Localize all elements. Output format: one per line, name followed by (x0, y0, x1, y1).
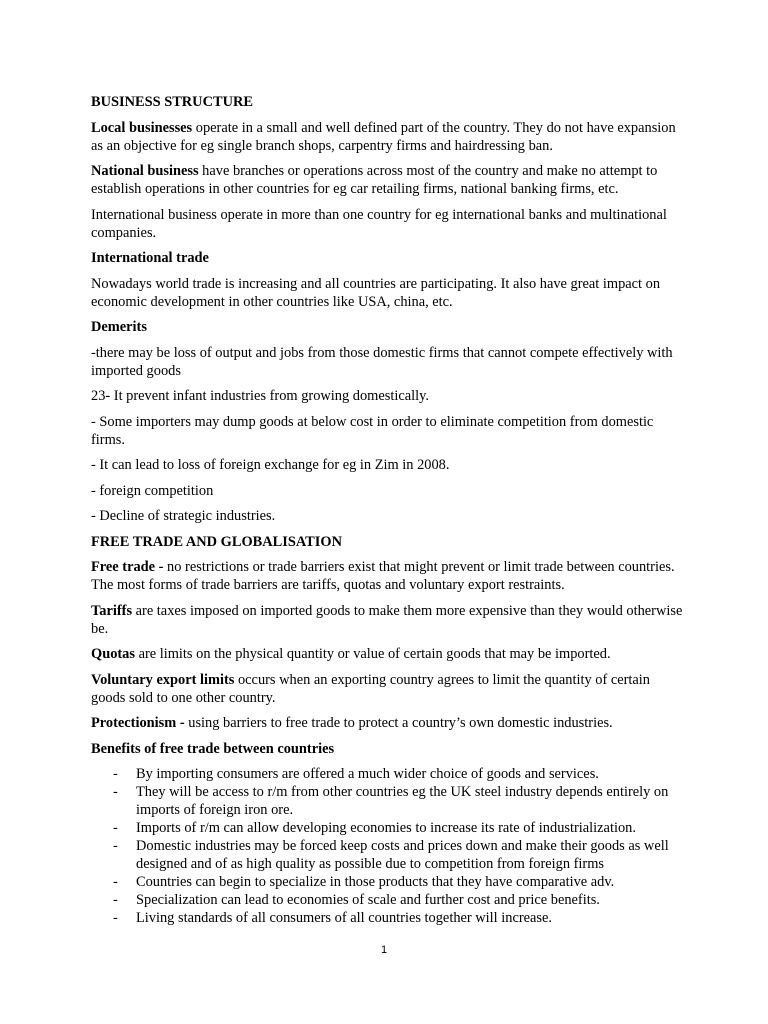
demerit-item: - foreign competition (91, 482, 214, 499)
bullet-dash: - (113, 910, 118, 926)
term-national-business: National business (91, 163, 199, 179)
bullet-dash: - (113, 820, 118, 836)
paragraph-international-business: International business operate in more than one country for eg international banks and multinational companies. (91, 206, 667, 241)
text-tariffs: are taxes imposed on imported goods to make them more expensive than they would otherwise be. (91, 602, 683, 637)
bullet-dash: - (113, 874, 118, 890)
benefit-text: Specialization can lead to economies of scale and further cost and price benefits. (136, 892, 600, 908)
page-number: 1 (380, 944, 388, 956)
text-voluntary-export-limits: occurs when an exporting country agrees to limit the quantity of certain goods sold to one other country. (91, 671, 650, 706)
paragraph-local-businesses (91, 119, 686, 155)
heading-benefits-free-trade: Benefits of free trade between countries (91, 740, 335, 757)
benefit-text: By importing consumers are offered a much wider choice of goods and services. (136, 766, 599, 782)
text-local-businesses: operate in a small and well defined part of the country. They do not have expansion as an objective for eg single branch shops, carpentry firms and hairdressing ban. (91, 119, 676, 154)
benefit-item (91, 873, 686, 891)
paragraph-free-trade (91, 558, 686, 594)
paragraph-trade-intro: Nowadays world trade is increasing and all countries are participating. It also have great impact on economic development in other countries like USA, china, etc. (91, 275, 661, 310)
demerit-item: - Decline of strategic industries. (91, 508, 276, 524)
term-tariffs: Tariffs (91, 602, 133, 619)
heading-free-trade-globalisation: FREE TRADE AND GLOBALISATION (91, 533, 342, 550)
demerit-item: - It can lead to loss of foreign exchange for eg in Zim in 2008. (91, 457, 450, 473)
term-free-trade: Free trade - (91, 559, 164, 575)
heading-demerits: Demerits (91, 319, 147, 335)
bullet-dash: - (113, 784, 118, 800)
benefit-item (91, 783, 686, 819)
benefit-item (91, 909, 686, 927)
benefit-text: Domestic industries may be forced keep costs and prices down and make their goods as well designed and of as high quality as possible due to competition from foreign firms (136, 838, 669, 872)
benefit-item (91, 891, 686, 909)
term-protectionism: Protectionism - (91, 715, 185, 731)
bullet-dash: - (113, 892, 118, 908)
paragraph-voluntary-export-limits (91, 671, 686, 707)
paragraph-national-business (91, 162, 686, 198)
paragraph-quotas (91, 645, 686, 663)
text-quotas: are limits on the physical quantity or value of certain goods that may be imported. (134, 646, 611, 662)
paragraph-tariffs (91, 602, 686, 638)
term-quotas: Quotas (91, 646, 135, 662)
heading-international-trade: International trade (91, 250, 209, 266)
term-local-businesses: Local businesses (91, 119, 193, 136)
bullet-dash: - (113, 838, 118, 854)
term-voluntary-export-limits: Voluntary export limits (91, 671, 235, 688)
benefit-item (91, 765, 686, 783)
benefit-text: They will be access to r/m from other countries eg the UK steel industry depends entirely on imports of foreign iron ore. (136, 784, 669, 818)
benefit-text: Imports of r/m can allow developing economies to increase its rate of industrialization. (136, 820, 636, 836)
heading-business-structure: BUSINESS STRUCTURE (91, 94, 253, 110)
text-protectionism: using barriers to free trade to protect a country’s own domestic industries. (184, 715, 613, 731)
text-free-trade: no restrictions or trade barriers exist that might prevent or limit trade between countries. The most forms of trade barriers are tariffs, quotas and voluntary export restraints. (91, 559, 675, 593)
demerit-item: 23- It prevent infant industries from growing domestically. (91, 388, 429, 404)
demerit-item: -there may be loss of output and jobs from those domestic firms that cannot compete effectively with imported goods (91, 344, 673, 379)
paragraph-protectionism (91, 714, 686, 732)
text-national-business: have branches or operations across most of the country and make no attempt to establish operations in other countries for eg car retailing firms, national banking firms, etc. (91, 163, 658, 197)
document-body (91, 93, 686, 927)
benefit-item (91, 819, 686, 837)
demerit-item: - Some importers may dump goods at below cost in order to eliminate competition from domestic firms. (91, 413, 654, 448)
benefit-text: Countries can begin to specialize in those products that they have comparative adv. (136, 874, 615, 890)
benefit-item (91, 837, 686, 873)
benefit-text: Living standards of all consumers of all countries together will increase. (136, 910, 553, 926)
benefits-list (91, 765, 686, 927)
bullet-dash: - (113, 766, 118, 782)
